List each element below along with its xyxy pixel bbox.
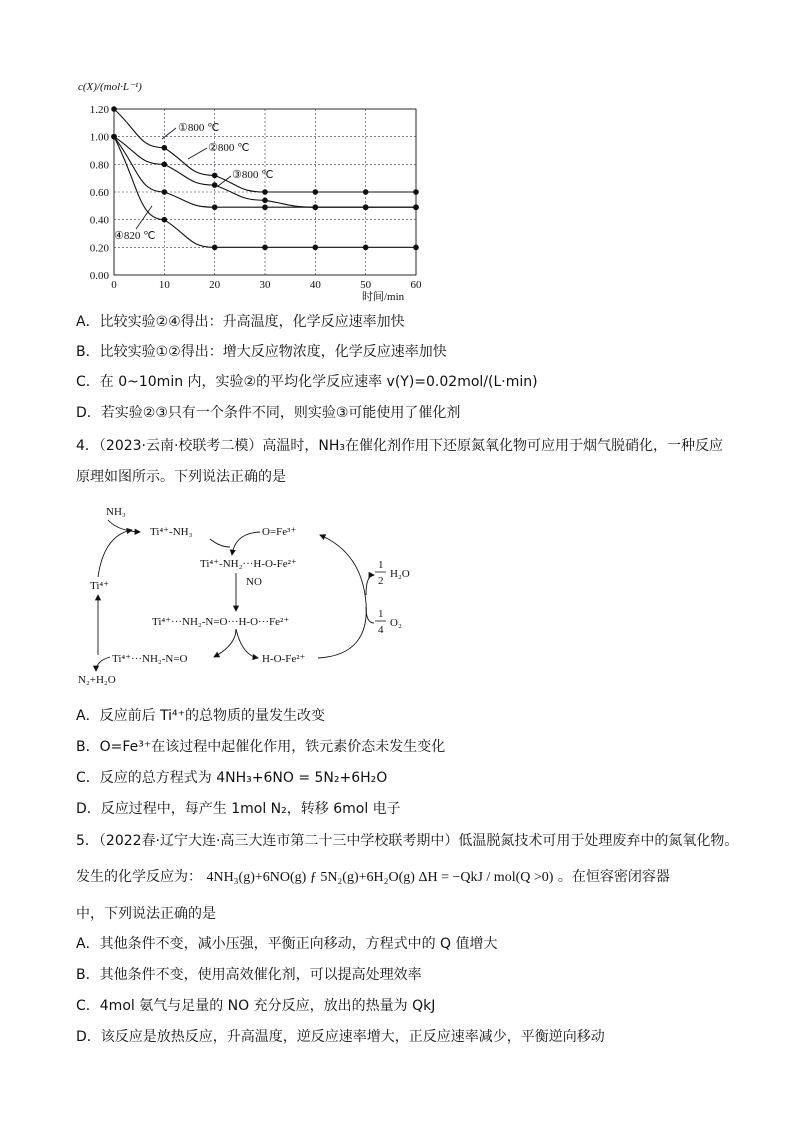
y-tick-label: 1.20 [89,104,109,116]
series-3-point [262,204,268,210]
x-tick-label: 20 [209,279,221,291]
q5-option-c: C．4mol 氨气与足量的 NO 充分反应，放出的热量为 QkJ [76,998,436,1014]
q4-option-b: B．O=Fe³⁺在该过程中起催化作用，铁元素价态未发生变化 [76,739,446,755]
series-4-point [363,245,369,251]
frac-half-num: 1 [378,559,384,571]
y-tick-label: 1.00 [89,131,109,144]
concentration-time-chart [70,75,440,305]
q3-option-d: D．若实验②③只有一个条件不同，则实验③可能使用了催化剂 [76,405,461,421]
label-o2: O₂ [390,617,402,629]
arrow-split-down [214,629,236,657]
q5-stem-post: 。在恒容密闭容器 [557,869,670,885]
q3-option-b: B．比较实验①②得出：增大反应物浓度，化学反应速率加快 [76,344,447,360]
series-3-point [212,204,218,210]
series-label-1: ①800 ℃ [178,122,220,134]
series-4-point [212,245,218,251]
label-no: NO [246,576,262,588]
chart-xlabel: 时间/min [362,291,405,303]
q5-stem-line1: 5．（2022春·辽宁大连·高三大连市第二十三中学校联考期中）低温脱氮技术可用于处理废弃中的氮氧化物。 [76,833,739,849]
frac-quarter-den: 4 [378,624,384,636]
x-tick-label: 10 [158,279,170,291]
arrow-to-n2h2o [96,657,110,671]
label-ti-nh2-no: Ti⁴⁺···NH₂-N=O [112,653,188,665]
series-4-point [413,245,419,251]
series-4-point [313,245,319,251]
series-2-point [262,198,268,204]
q5-option-b: B．其他条件不变，使用高效催化剂，可以提高处理效率 [76,967,422,983]
series-3-point [162,189,168,195]
y-tick-label: 0.80 [89,159,109,172]
chart-ylabel: c(X)/(mol·L⁻¹) [78,81,142,93]
label-h2o: H₂O [390,568,410,580]
arrow-nh3-to-ti [108,520,140,532]
series-3-point [313,204,319,210]
series-2-point [162,162,168,168]
arrow-regeneration-cycle [318,535,366,658]
q4-option-c: C．反应的总方程式为 4NH₃+6NO = 5N₂+6H₂O [76,770,388,786]
y-tick-label: 0.00 [89,270,109,282]
series-4-point [111,134,117,140]
y-tick-label: 0.60 [89,187,109,199]
q4-stem-line1: 4．（2023·云南·校联考二模）高温时，NH₃在催化剂作用下还原氮氧化物可应用于烟气脱硝化，一种反应 [76,438,724,454]
series-leader-4 [136,206,152,229]
series-label-2: ②800 ℃ [208,142,250,154]
series-1-point [413,189,419,195]
series-4-point [162,217,168,223]
series-1-point [363,189,369,195]
series-3-point [413,204,419,210]
q3-option-a: A．比较实验②④得出：升高温度，化学反应速率加快 [76,314,405,330]
label-ti-nh2-hofe: Ti⁴⁺-NH₂···H-O-Fe²⁺ [200,558,297,570]
arrow-ti-to-hofe [210,539,230,547]
x-tick-label: 60 [410,279,422,291]
series-4-point [262,245,268,251]
label-ti-nh3: Ti⁴⁺-NH₃ [150,526,193,538]
x-tick-label: 40 [309,279,321,291]
arrow-h2o-out [366,575,374,595]
series-leader-2 [188,148,207,159]
q3-option-c: C．在 0~10min 内，实验②的平均化学反应速率 v(Y)=0.02mol/(L·min) [76,374,538,390]
series-3-point [363,204,369,210]
arrow-o2-in [366,607,374,623]
series-1-point [262,189,268,195]
arrow-split-right [236,629,258,658]
frac-quarter-num: 1 [378,608,384,620]
series-1-point [162,145,168,151]
x-tick-label: 50 [360,279,372,291]
q5-stem-line3: 中，下列说法正确的是 [76,906,216,922]
series-1-point [111,106,117,112]
q4-stem-line2: 原理如图所示。下列说法正确的是 [76,469,286,485]
label-ti4: Ti⁴⁺ [90,580,110,592]
q5-option-a: A．其他条件不变，减小压强，平衡正向移动，方程式中的 Q 值增大 [76,936,498,952]
x-tick-label: 0 [111,279,117,291]
series-1-point [313,189,319,195]
q5-stem-pre: 发生的化学反应为： [76,869,202,885]
series-2-point [212,182,218,188]
label-nh3: NH₃ [106,506,126,518]
q5-option-d: D．该反应是放热反应，升高温度，逆反应速率增大，正反应速率减少，平衡逆向移动 [76,1029,605,1045]
q5-stem-line2 [76,867,670,888]
arrow-ofe-to-hofe [232,532,260,555]
reaction-mechanism-diagram [70,495,450,690]
x-tick-label: 30 [259,279,271,291]
q5-equation: 4NH₃(g)+6NO(g) ƒ 5N₂(g)+6H₂O(g) ΔH = −QkJ / mol(Q >0) [206,870,554,885]
q4-option-d: D．反应过程中，每产生 1mol N₂，转移 6mol 电子 [76,801,401,817]
frac-half-den: 2 [378,575,384,587]
label-ti-nh2no-ho-fe: Ti⁴⁺···NH₂-N=O···H-O···Fe²⁺ [152,616,290,628]
label-h-o-fe2: H-O-Fe²⁺ [262,653,306,665]
series-1-point [212,173,218,179]
label-n2-h2o: N₂+H₂O [78,674,116,686]
arrow-ti-to-nh3 [98,530,132,577]
series-label-3: ③800 ℃ [232,169,274,181]
q4-option-a: A．反应前后 Ti⁴⁺的总物质的量发生改变 [76,708,326,724]
y-tick-label: 0.20 [89,242,109,255]
series-label-4: ④820 ℃ [114,230,156,242]
y-tick-label: 0.40 [89,214,109,227]
label-o-fe3: O=Fe³⁺ [262,526,297,538]
